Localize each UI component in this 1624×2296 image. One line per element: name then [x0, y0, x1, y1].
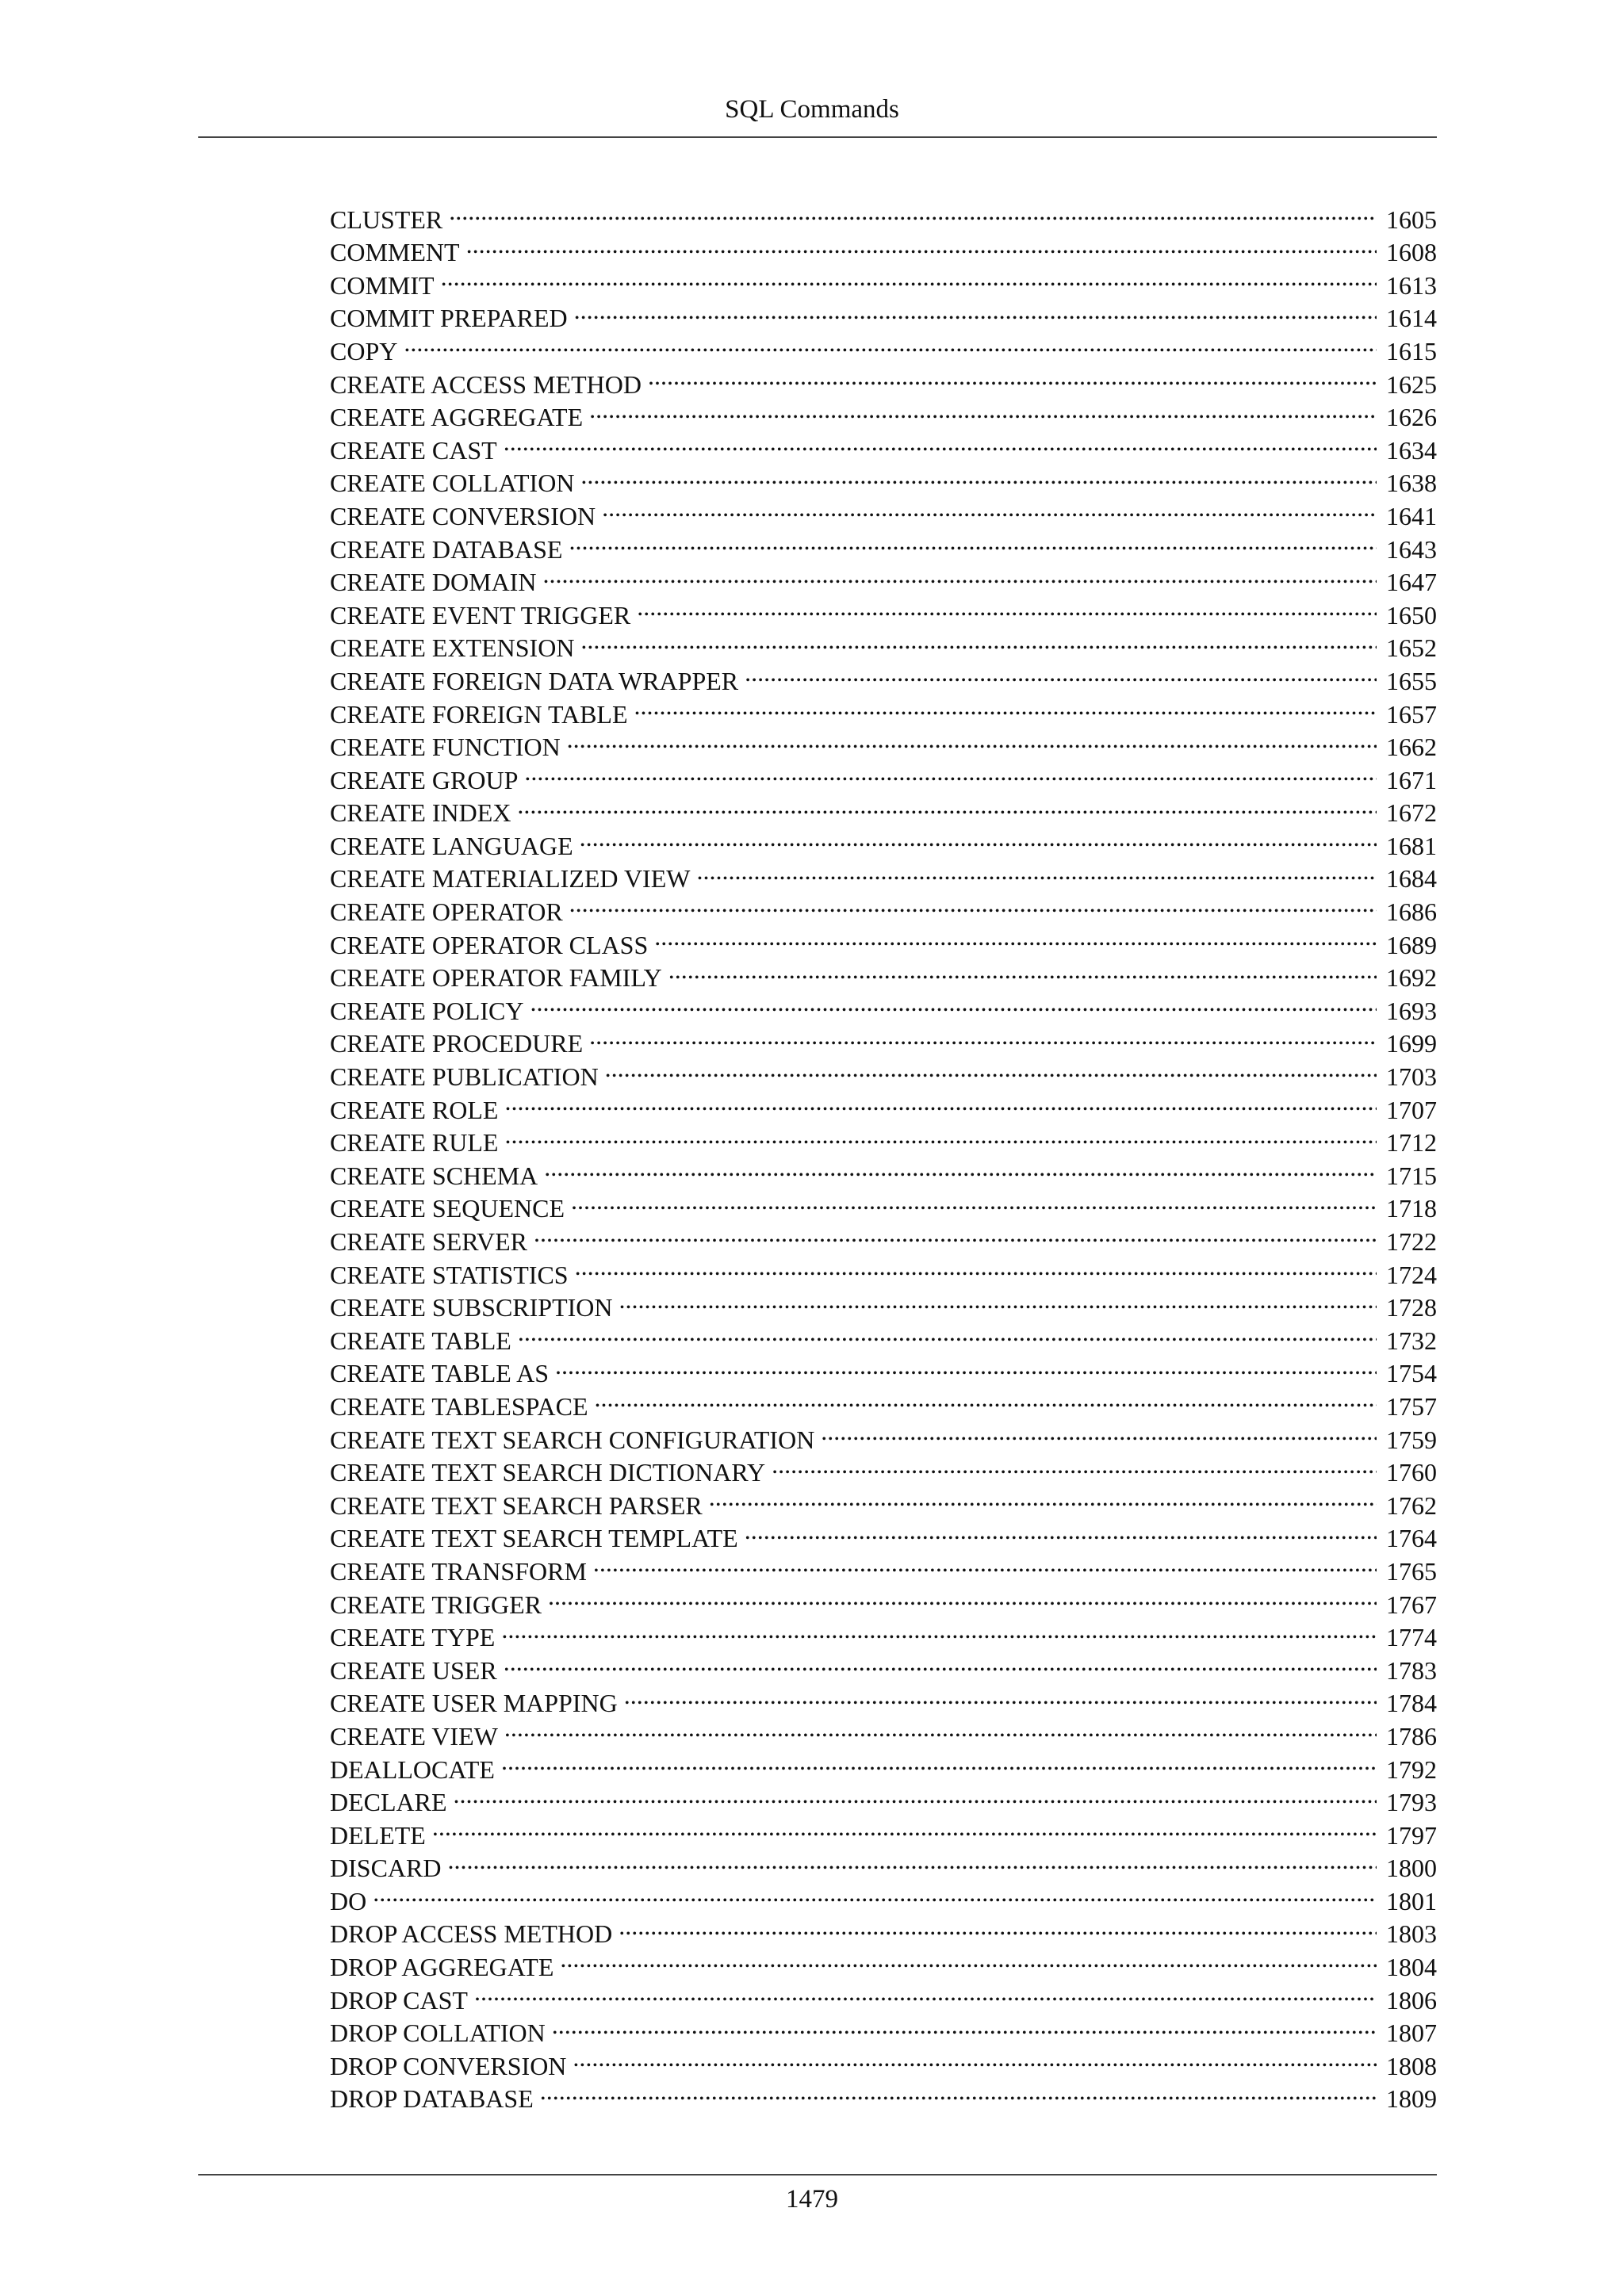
toc-entry-title: CREATE DATABASE — [330, 534, 563, 564]
toc-dot-leader — [619, 1284, 1377, 1317]
toc-entry-title: CREATE LANGUAGE — [330, 831, 573, 860]
toc-entry-page: 1638 — [1386, 469, 1437, 498]
toc-dot-leader — [580, 821, 1377, 855]
toc-dot-leader — [580, 624, 1377, 657]
toc-entry[interactable] — [330, 261, 1437, 300]
toc-entry[interactable] — [330, 1778, 1437, 1817]
toc-dot-leader — [580, 459, 1377, 492]
toc-dot-leader — [602, 492, 1377, 525]
toc-entry-page: 1757 — [1386, 1391, 1437, 1421]
toc-entry-title: DECLARE — [330, 1788, 447, 1817]
toc-entry-page: 1625 — [1386, 369, 1437, 399]
toc-entry-title: CREATE TRANSFORM — [330, 1556, 587, 1586]
toc-entry-title: CREATE TEXT SEARCH TEMPLATE — [330, 1524, 738, 1553]
toc-dot-leader — [504, 1119, 1377, 1152]
toc-dot-leader — [772, 1448, 1377, 1482]
toc-entry-title: CREATE EXTENSION — [330, 633, 575, 663]
toc-entry-page: 1718 — [1386, 1194, 1437, 1223]
toc-dot-leader — [634, 690, 1377, 723]
toc-entry-title: DROP CONVERSION — [330, 2051, 567, 2080]
toc-entry-title: DROP DATABASE — [330, 2084, 534, 2114]
toc-entry-page: 1615 — [1386, 336, 1437, 365]
toc-dot-leader — [504, 1712, 1377, 1745]
toc-entry[interactable] — [330, 360, 1437, 399]
toc-dot-leader — [593, 1547, 1377, 1580]
toc-entry-title: CREATE TABLE AS — [330, 1359, 549, 1388]
toc-entry-title: CREATE TEXT SEARCH DICTIONARY — [330, 1458, 766, 1487]
toc-dot-leader — [540, 2075, 1377, 2108]
toc-dot-leader — [552, 2009, 1377, 2042]
toc-entry-page: 1686 — [1386, 897, 1437, 927]
toc-entry-title: COMMIT — [330, 270, 435, 300]
toc-dot-leader — [574, 294, 1377, 327]
toc-dot-leader — [654, 920, 1377, 954]
toc-entry-page: 1800 — [1386, 1854, 1437, 1883]
toc-entry-title: DROP CAST — [330, 1985, 468, 2015]
toc-entry-page: 1754 — [1386, 1359, 1437, 1388]
table-of-contents — [330, 195, 1437, 2114]
header-rule — [198, 136, 1437, 138]
toc-dot-leader — [501, 1613, 1377, 1647]
toc-dot-leader — [432, 1811, 1377, 1844]
toc-dot-leader — [624, 1679, 1377, 1712]
toc-entry-page: 1703 — [1386, 1062, 1437, 1092]
toc-entry-title: COMMENT — [330, 238, 460, 267]
toc-entry-title: CREATE TRIGGER — [330, 1590, 542, 1619]
toc-entry-page: 1759 — [1386, 1425, 1437, 1454]
toc-dot-leader — [404, 327, 1377, 360]
toc-entry-page: 1657 — [1386, 699, 1437, 729]
toc-entry[interactable] — [330, 1910, 1437, 1949]
toc-dot-leader — [517, 789, 1377, 822]
toc-entry-title: CREATE SEQUENCE — [330, 1194, 565, 1223]
toc-entry-title: DO — [330, 1886, 367, 1915]
toc-dot-leader — [745, 656, 1377, 690]
toc-dot-leader — [575, 1250, 1377, 1284]
toc-entry-title: CREATE OPERATOR FAMILY — [330, 963, 662, 993]
toc-entry-page: 1652 — [1386, 633, 1437, 663]
toc-entry-title: CREATE USER MAPPING — [330, 1689, 618, 1718]
toc-entry-page: 1614 — [1386, 304, 1437, 333]
footer-rule — [198, 2174, 1437, 2175]
toc-dot-leader — [555, 1349, 1377, 1383]
toc-dot-leader — [619, 1910, 1377, 1943]
toc-dot-leader — [441, 261, 1377, 294]
toc-entry-title: CREATE SERVER — [330, 1227, 528, 1256]
toc-entry[interactable] — [330, 2009, 1437, 2048]
toc-entry-title: CREATE SCHEMA — [330, 1161, 538, 1190]
toc-entry-title: CREATE PROCEDURE — [330, 1029, 584, 1058]
toc-entry-page: 1693 — [1386, 996, 1437, 1025]
toc-dot-leader — [745, 1514, 1377, 1548]
toc-dot-leader — [821, 1415, 1377, 1448]
toc-entry[interactable] — [330, 1811, 1437, 1850]
toc-entry-page: 1715 — [1386, 1161, 1437, 1190]
toc-entry-page: 1641 — [1386, 501, 1437, 530]
toc-entry-title: CREATE FOREIGN TABLE — [330, 699, 628, 729]
toc-entry-title: CREATE GROUP — [330, 765, 519, 794]
toc-entry-title: CREATE RULE — [330, 1128, 499, 1158]
toc-entry[interactable] — [330, 195, 1437, 234]
toc-entry-title: COMMIT PREPARED — [330, 304, 568, 333]
toc-entry-title: CREATE EVENT TRIGGER — [330, 600, 631, 629]
toc-entry-page: 1784 — [1386, 1689, 1437, 1718]
toc-dot-leader — [560, 1942, 1377, 1976]
toc-entry-page: 1806 — [1386, 1985, 1437, 2015]
toc-entry-page: 1671 — [1386, 765, 1437, 794]
toc-dot-leader — [589, 393, 1377, 427]
toc-entry-page: 1808 — [1386, 2051, 1437, 2080]
toc-entry-title: CREATE AGGREGATE — [330, 403, 584, 432]
toc-entry-title: CREATE TEXT SEARCH CONFIGURATION — [330, 1425, 815, 1454]
toc-dot-leader — [504, 1085, 1377, 1119]
toc-entry-title: CREATE DOMAIN — [330, 568, 537, 597]
toc-entry[interactable] — [330, 1877, 1437, 1915]
toc-dot-leader — [544, 1151, 1377, 1184]
toc-entry-title: CREATE POLICY — [330, 996, 524, 1025]
toc-dot-leader — [637, 591, 1377, 624]
toc-entry-page: 1613 — [1386, 270, 1437, 300]
toc-entry-page: 1767 — [1386, 1590, 1437, 1619]
toc-entry-page: 1728 — [1386, 1293, 1437, 1322]
toc-entry-page: 1797 — [1386, 1820, 1437, 1850]
toc-entry-page: 1765 — [1386, 1556, 1437, 1586]
toc-entry-title: CREATE ROLE — [330, 1095, 499, 1124]
toc-entry-page: 1707 — [1386, 1095, 1437, 1124]
toc-entry-title: CREATE USER — [330, 1655, 497, 1685]
toc-entry-title: DROP COLLATION — [330, 2019, 546, 2048]
toc-dot-leader — [668, 954, 1377, 987]
toc-entry-page: 1689 — [1386, 930, 1437, 959]
toc-dot-leader — [571, 1184, 1377, 1218]
toc-dot-leader — [373, 1877, 1377, 1910]
toc-dot-leader — [648, 360, 1377, 393]
toc-entry[interactable] — [330, 1844, 1437, 1883]
toc-entry[interactable] — [330, 1976, 1437, 2015]
toc-dot-leader — [504, 426, 1377, 459]
toc-entry-page: 1801 — [1386, 1886, 1437, 1915]
toc-entry-title: CREATE TABLESPACE — [330, 1391, 588, 1421]
toc-entry-page: 1681 — [1386, 831, 1437, 860]
toc-entry-page: 1809 — [1386, 2084, 1437, 2114]
toc-entry-page: 1634 — [1386, 435, 1437, 465]
toc-entry-page: 1760 — [1386, 1458, 1437, 1487]
toc-entry-title: CREATE CONVERSION — [330, 501, 596, 530]
toc-entry-page: 1608 — [1386, 238, 1437, 267]
toc-entry-page: 1804 — [1386, 1953, 1437, 1982]
toc-dot-leader — [569, 887, 1377, 920]
toc-entry[interactable] — [330, 294, 1437, 333]
toc-entry-page: 1762 — [1386, 1490, 1437, 1520]
page-number: 1479 — [786, 2185, 838, 2214]
toc-dot-leader — [518, 1316, 1377, 1349]
toc-entry-title: CREATE COLLATION — [330, 469, 575, 498]
toc-entry-title: DROP ACCESS METHOD — [330, 1919, 613, 1949]
toc-entry-page: 1732 — [1386, 1326, 1437, 1355]
toc-entry-title: CREATE PUBLICATION — [330, 1062, 599, 1092]
toc-dot-leader — [542, 558, 1377, 591]
toc-dot-leader — [504, 1646, 1377, 1679]
toc-entry-title: DISCARD — [330, 1854, 442, 1883]
toc-entry-page: 1712 — [1386, 1128, 1437, 1158]
toc-entry-title: CREATE SUBSCRIPTION — [330, 1293, 613, 1322]
toc-dot-leader — [454, 1778, 1377, 1812]
toc-dot-leader — [501, 1745, 1377, 1778]
toc-entry-page: 1793 — [1386, 1788, 1437, 1817]
toc-entry-page: 1699 — [1386, 1029, 1437, 1058]
toc-dot-leader — [530, 986, 1377, 1020]
toc-dot-leader — [605, 1052, 1377, 1085]
toc-entry-title: CREATE OPERATOR — [330, 897, 563, 927]
toc-entry-title: DELETE — [330, 1820, 426, 1850]
toc-entry-page: 1783 — [1386, 1655, 1437, 1685]
running-header: SQL Commands — [725, 95, 899, 124]
toc-entry-page: 1647 — [1386, 568, 1437, 597]
toc-entry-page: 1655 — [1386, 666, 1437, 695]
toc-entry-title: CREATE STATISTICS — [330, 1260, 569, 1289]
toc-entry-page: 1786 — [1386, 1721, 1437, 1751]
toc-entry-page: 1722 — [1386, 1227, 1437, 1256]
toc-entry-title: CREATE OPERATOR CLASS — [330, 930, 649, 959]
toc-dot-leader — [595, 1382, 1377, 1415]
toc-entry-page: 1792 — [1386, 1755, 1437, 1784]
toc-entry-title: CREATE MATERIALIZED VIEW — [330, 864, 691, 894]
toc-entry-page: 1724 — [1386, 1260, 1437, 1289]
toc-entry-page: 1650 — [1386, 600, 1437, 629]
toc-dot-leader — [466, 228, 1377, 262]
toc-entry[interactable] — [330, 327, 1437, 365]
toc-entry-page: 1764 — [1386, 1524, 1437, 1553]
toc-entry-page: 1643 — [1386, 534, 1437, 564]
toc-entry-title: CREATE VIEW — [330, 1721, 498, 1751]
toc-entry-page: 1774 — [1386, 1623, 1437, 1652]
toc-dot-leader — [449, 195, 1377, 228]
toc-entry-title: CLUSTER — [330, 205, 443, 234]
toc-entry-page: 1807 — [1386, 2019, 1437, 2048]
toc-entry-title: CREATE ACCESS METHOD — [330, 369, 642, 399]
toc-dot-leader — [524, 756, 1377, 789]
toc-dot-leader — [548, 1580, 1377, 1613]
toc-dot-leader — [447, 1844, 1377, 1877]
toc-entry-title: CREATE TEXT SEARCH PARSER — [330, 1490, 703, 1520]
toc-entry-title: CREATE FUNCTION — [330, 733, 561, 762]
toc-dot-leader — [569, 525, 1377, 558]
toc-entry-title: CREATE FOREIGN DATA WRAPPER — [330, 666, 739, 695]
toc-entry-title: COPY — [330, 336, 398, 365]
toc-dot-leader — [567, 723, 1377, 756]
toc-dot-leader — [534, 1217, 1377, 1250]
toc-entry-title: DEALLOCATE — [330, 1755, 495, 1784]
toc-entry-page: 1626 — [1386, 403, 1437, 432]
toc-entry-page: 1605 — [1386, 205, 1437, 234]
toc-entry-title: CREATE TABLE — [330, 1326, 511, 1355]
toc-dot-leader — [696, 855, 1377, 888]
toc-entry-page: 1803 — [1386, 1919, 1437, 1949]
toc-entry-title: DROP AGGREGATE — [330, 1953, 554, 1982]
toc-entry-title: CREATE TYPE — [330, 1623, 496, 1652]
toc-entry-page: 1684 — [1386, 864, 1437, 894]
toc-entry-page: 1692 — [1386, 963, 1437, 993]
toc-dot-leader — [474, 1976, 1377, 2009]
toc-dot-leader — [709, 1481, 1377, 1514]
toc-entry-title: CREATE CAST — [330, 435, 497, 465]
toc-dot-leader — [589, 1020, 1377, 1053]
toc-entry-title: CREATE INDEX — [330, 798, 511, 828]
toc-entry[interactable] — [330, 228, 1437, 267]
toc-entry-page: 1662 — [1386, 733, 1437, 762]
toc-dot-leader — [573, 2042, 1377, 2075]
toc-entry-page: 1672 — [1386, 798, 1437, 828]
